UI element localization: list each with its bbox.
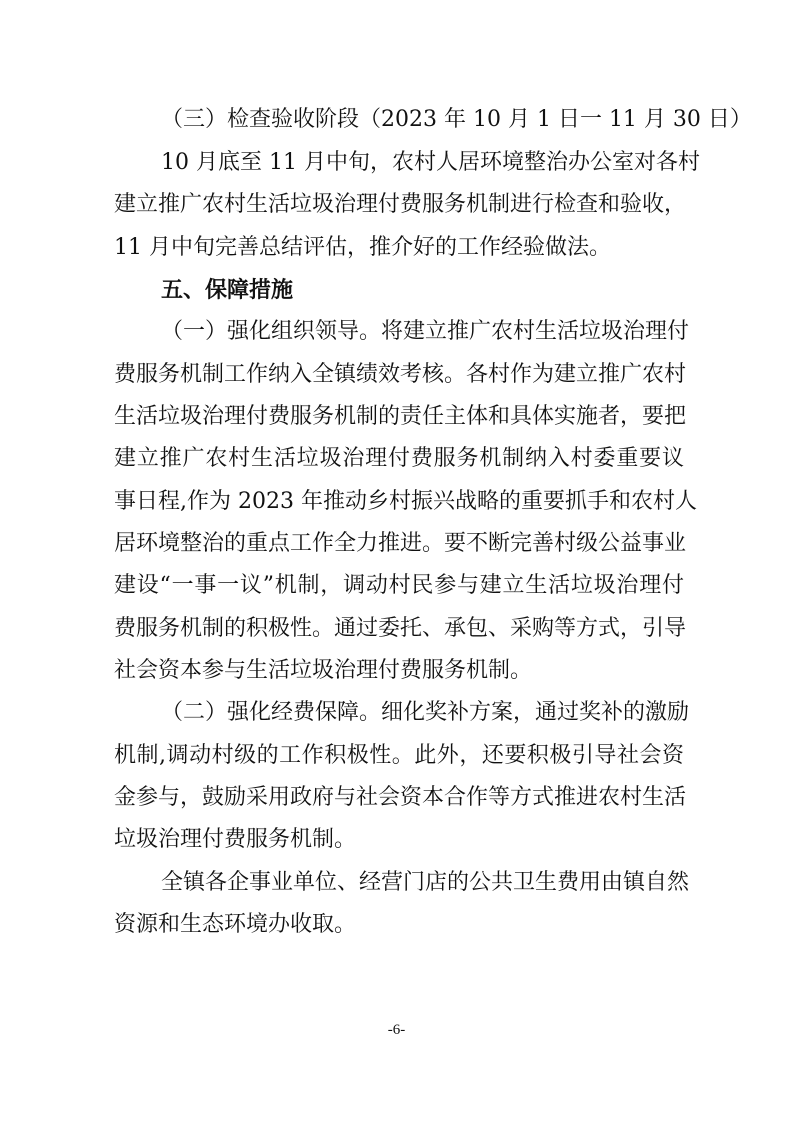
paragraph-2-line: 金参与，鼓励采用政府与社会资本合作等方式推进农村生活 [114, 785, 687, 810]
page-number: -6- [387, 1022, 406, 1038]
section-3-line: 建立推广农村生活垃圾治理付费服务机制进行检查和验收， [114, 192, 687, 217]
paragraph-2-line: （二）强化经费保障。细化奖补方案，通过奖补的激励 [161, 700, 690, 725]
paragraph-1-line: 生活垃圾治理付费服务机制的责任主体和具体实施者，要把 [114, 404, 687, 429]
paragraph-1-line: 居环境整治的重点工作全力推进。要不断完善村级公益事业 [114, 531, 687, 556]
paragraph-3-line: 资源和生态环境办收取。 [114, 912, 357, 937]
paragraph-1-line: 费服务机制的积极性。通过委托、承包、采购等方式，引导 [114, 616, 687, 641]
section-3-heading: （三）检查验收阶段（2023 年 10 月 1 日一 11 月 30 日） [161, 107, 752, 132]
paragraph-1-line: 建立推广农村生活垃圾治理付费服务机制纳入村委重要议 [114, 446, 684, 471]
section-5-heading: 五、保障措施 [161, 277, 294, 303]
paragraph-1-line: 费服务机制工作纳入全镇绩效考核。各村作为建立推广农村 [114, 362, 687, 387]
paragraph-2-line: 机制,调动村级的工作积极性。此外，还要积极引导社会资 [114, 743, 684, 768]
section-3-line: 11 月中旬完善总结评估，推介好的工作经验做法。 [114, 235, 611, 260]
section-3-line: 10 月底至 11 月中旬，农村人居环境整治办公室对各村 [161, 150, 700, 175]
paragraph-2-line: 垃圾治理付费服务机制。 [114, 827, 357, 852]
paragraph-1-line: （一）强化组织领导。将建立推广农村生活垃圾治理付 [161, 319, 690, 344]
paragraph-1-line: 社会资本参与生活垃圾治理付费服务机制。 [114, 658, 533, 683]
paragraph-1-line: 事日程,作为 2023 年推动乡村振兴战略的重要抓手和农村人 [114, 489, 697, 514]
paragraph-3-line: 全镇各企事业单位、经营门店的公共卫生费用由镇自然 [161, 870, 690, 895]
paragraph-1-line: 建设“一事一议”机制，调动村民参与建立生活垃圾治理付 [114, 573, 684, 598]
